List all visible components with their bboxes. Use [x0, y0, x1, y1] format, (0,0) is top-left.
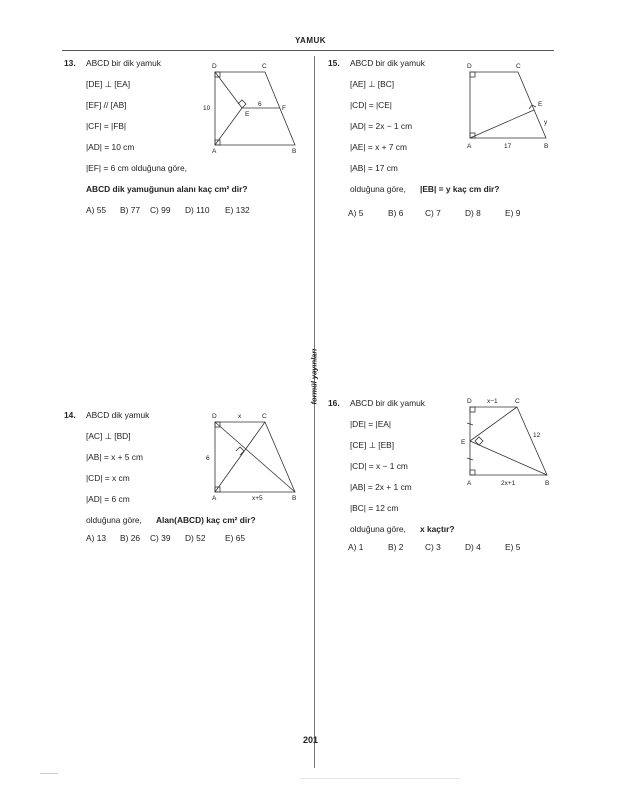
question-number: 16.: [328, 398, 340, 408]
question-prefix: olduğuna göre,: [86, 515, 142, 525]
side-publisher-label: formül yayınları: [309, 348, 319, 405]
option-e[interactable]: E) 65: [225, 533, 246, 543]
header-rule: [62, 50, 554, 51]
label-b: B: [292, 148, 297, 155]
label-bc: 12: [533, 432, 541, 439]
given-line: ABCD bir dik yamuk: [350, 398, 425, 408]
right-angle-intersection: [236, 447, 244, 455]
page-header-title: YAMUK: [294, 36, 327, 45]
segment-ec: [470, 407, 517, 441]
option-d[interactable]: D) 8: [465, 208, 481, 218]
scan-mark: [40, 773, 58, 774]
option-b[interactable]: B) 26: [120, 533, 141, 543]
given-line: |BC| = 12 cm: [350, 503, 399, 513]
given-line: |CD| = |CE|: [350, 100, 392, 110]
question-number: 14.: [64, 410, 76, 420]
label-bottom: 2x+1: [501, 480, 516, 487]
given-line: |EF| = 6 cm olduğuna göre,: [86, 163, 187, 173]
given-line: [CE] ⊥ [EB]: [350, 440, 395, 450]
label-a: A: [467, 143, 472, 150]
given-line: ABCD bir dik yamuk: [86, 58, 161, 68]
label-a: A: [212, 148, 217, 155]
label-c: C: [262, 63, 267, 70]
given-line: |AD| = 2x − 1 cm: [350, 121, 413, 131]
option-b[interactable]: B) 2: [388, 542, 404, 552]
question-text: |EB| = y kaç cm dir?: [420, 184, 500, 194]
segment-eb: [470, 441, 547, 475]
option-b[interactable]: B) 6: [388, 208, 404, 218]
label-c: C: [262, 413, 267, 420]
given-line: ABCD dik yamuk: [86, 410, 150, 420]
label-top: x: [238, 413, 242, 420]
right-angle-a: [470, 470, 475, 475]
label-d: D: [212, 63, 217, 70]
question-text: ABCD dik yamuğunun alanı kaç cm² dir?: [86, 184, 248, 194]
question-number: 15.: [328, 58, 340, 68]
given-line: [DE] ⊥ [EA]: [86, 79, 131, 89]
column-divider: [314, 56, 315, 768]
option-a[interactable]: A) 5: [348, 208, 364, 218]
given-line: ABCD bir dik yamuk: [350, 58, 425, 68]
label-b: B: [545, 480, 550, 487]
question-prefix: olduğuna göre,: [350, 524, 406, 534]
label-d: D: [467, 398, 472, 405]
question-prefix: olduğuna göre,: [350, 184, 406, 194]
label-top: x−1: [487, 398, 498, 405]
label-e: E: [245, 111, 250, 118]
label-y: y: [544, 119, 548, 126]
given-line: |AD| = 6 cm: [86, 494, 130, 504]
diagonal-bd: [215, 422, 295, 492]
option-e[interactable]: E) 5: [505, 542, 521, 552]
given-line: |CD| = x cm: [86, 473, 130, 483]
given-line: |CF| = |FB|: [86, 121, 127, 131]
option-c[interactable]: C) 39: [150, 533, 171, 543]
label-seg: 6: [258, 101, 262, 108]
label-b: B: [544, 143, 549, 150]
option-b[interactable]: B) 77: [120, 205, 141, 215]
option-d[interactable]: D) 52: [185, 533, 206, 543]
option-d[interactable]: D) 4: [465, 542, 481, 552]
given-line: |AB| = 17 cm: [350, 163, 398, 173]
option-c[interactable]: C) 3: [425, 542, 441, 552]
given-line: [AE] ⊥ [BC]: [350, 79, 395, 89]
option-a[interactable]: A) 55: [86, 205, 107, 215]
option-a[interactable]: A) 13: [86, 533, 107, 543]
diagonal-ac: [215, 422, 265, 492]
scan-mark: [300, 778, 460, 779]
figure-13: [200, 60, 305, 155]
given-line: |CD| = x − 1 cm: [350, 461, 408, 471]
option-d[interactable]: D) 110: [185, 205, 210, 215]
segment-ea: [215, 108, 242, 145]
label-side: 10: [203, 105, 211, 112]
option-a[interactable]: A) 1: [348, 542, 364, 552]
given-line: |DE| = |EA|: [350, 419, 392, 429]
segment-ae: [470, 110, 534, 138]
given-line: [AC] ⊥ [BD]: [86, 431, 131, 441]
question-16: [328, 398, 468, 538]
given-line: |AB| = x + 5 cm: [86, 452, 143, 462]
given-line: [EF] // [AB]: [86, 100, 127, 110]
page-number: 201: [302, 735, 319, 745]
figure-15: [458, 60, 558, 155]
given-line: |AB| = 2x + 1 cm: [350, 482, 412, 492]
question-text: x kaçtır?: [420, 524, 455, 534]
option-c[interactable]: C) 7: [425, 208, 441, 218]
figure-16: [455, 395, 560, 490]
given-line: |AE| = x + 7 cm: [350, 142, 407, 152]
label-d: D: [212, 413, 217, 420]
option-e[interactable]: E) 132: [225, 205, 250, 215]
question-text: Alan(ABCD) kaç cm² dir?: [156, 515, 256, 525]
given-line: |AD| = 10 cm: [86, 142, 135, 152]
option-c[interactable]: C) 99: [150, 205, 171, 215]
trapezoid-abcd: [470, 72, 546, 138]
option-e[interactable]: E) 9: [505, 208, 521, 218]
label-e: E: [538, 101, 543, 108]
label-d: D: [467, 63, 472, 70]
right-angle-d: [470, 407, 475, 412]
label-bottom: x+5: [252, 495, 263, 502]
question-14: [64, 410, 256, 530]
label-e: E: [461, 439, 466, 446]
question-number: 13.: [64, 58, 76, 68]
segment-de: [215, 72, 242, 108]
label-a: A: [212, 495, 217, 502]
label-f: F: [282, 105, 286, 112]
label-c: C: [516, 63, 521, 70]
label-bottom: 17: [504, 143, 512, 150]
trapezoid-abcd: [470, 407, 547, 475]
figure-14: [200, 408, 305, 503]
right-angle-d: [470, 72, 475, 77]
label-b: B: [292, 495, 297, 502]
label-a: A: [467, 480, 472, 487]
label-c: C: [515, 398, 520, 405]
label-side: 6: [206, 455, 210, 462]
